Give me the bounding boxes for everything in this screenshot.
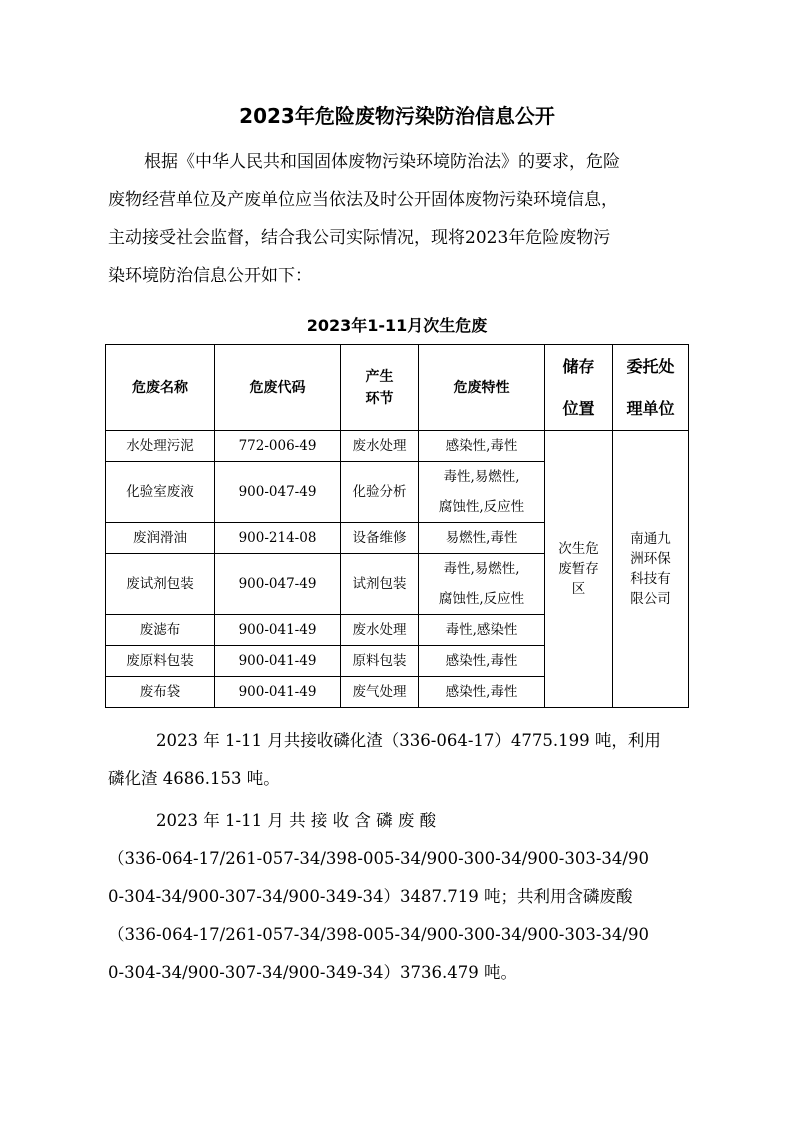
intro-line: 废物经营单位及产废单位应当依法及时公开固体废物污染环境信息，: [108, 190, 618, 210]
entrusted-unit-cell: [613, 431, 689, 708]
waste-name-cell: 废原料包装: [106, 646, 215, 677]
storage-location-cell: [545, 431, 613, 708]
property-cell: [419, 462, 545, 523]
waste-name-cell: 化验室废液: [106, 462, 215, 523]
waste-code-cell: 900-047-49: [215, 462, 341, 523]
waste-code-cell: 900-041-49: [215, 646, 341, 677]
entrust-line: 洲环保: [630, 551, 671, 567]
property-line: 腐蚀性,反应性: [438, 499, 525, 515]
property-line: 毒性,易燃性,: [443, 561, 520, 577]
waste-code-cell: 900-041-49: [215, 615, 341, 646]
waste-name-cell: 废试剂包装: [106, 554, 215, 615]
property-cell: 感染性,毒性: [419, 677, 545, 708]
intro-paragraph: [108, 143, 688, 295]
storage-line: 废暂存: [558, 561, 599, 577]
word: 废: [397, 811, 415, 830]
word: 酸: [419, 811, 437, 830]
header-entrust: [613, 345, 689, 431]
intro-line: 染环境防治信息公开如下：: [108, 266, 312, 286]
waste-code-cell: 900-047-49: [215, 554, 341, 615]
document-title: 2023年危险废物污染防治信息公开: [239, 104, 555, 128]
word: 1-11: [225, 811, 263, 830]
header-waste-code: 危废代码: [215, 345, 341, 431]
property-line: 腐蚀性,反应性: [438, 591, 525, 607]
property-cell: 易燃性,毒性: [419, 523, 545, 554]
storage-line: 次生危: [558, 541, 599, 557]
word: 含: [354, 811, 371, 830]
stage-cell: 化验分析: [341, 462, 419, 523]
entrust-line: 南通九: [630, 531, 671, 547]
word: 月: [267, 811, 284, 830]
word: 共: [289, 811, 306, 830]
stage-cell: 废水处理: [341, 615, 419, 646]
paragraph-line: （336-064-17/261-057-34/398-005-34/900-300-34/900-303-34/90: [108, 925, 649, 944]
storage-line: 区: [571, 581, 586, 597]
intro-line: 主动接受社会监督，结合我公司实际情况，现将2023年危险废物污: [108, 228, 611, 248]
table-header-row: [106, 345, 689, 431]
waste-code-cell: 900-041-49: [215, 677, 341, 708]
paragraph-line: （336-064-17/261-057-34/398-005-34/900-300-34/900-303-34/90: [108, 849, 649, 868]
entrust-line: 限公司: [630, 591, 671, 607]
property-line: 毒性,易燃性,: [443, 469, 520, 485]
property-cell: [419, 554, 545, 615]
paragraph-line: 磷化渣 4686.153 吨。: [108, 769, 280, 788]
hazardous-waste-table: [105, 344, 689, 708]
stage-cell: 废气处理: [341, 677, 419, 708]
header-storage-line2: 位置: [562, 398, 595, 418]
word: 收: [332, 811, 350, 830]
word: 年: [203, 811, 220, 830]
intro-line: 根据《中华人民共和国固体废物污染环境防治法》的要求，危险: [144, 152, 620, 172]
entrust-line: 科技有: [630, 571, 671, 587]
stage-cell: 废水处理: [341, 431, 419, 462]
waste-name-cell: 废滤布: [106, 615, 215, 646]
header-stage: [341, 345, 419, 431]
waste-code-cell: 772-006-49: [215, 431, 341, 462]
paragraph-line-spread: [108, 802, 688, 840]
stage-cell: 设备维修: [341, 523, 419, 554]
header-entrust-line1: 委托处: [626, 356, 675, 376]
table-row: [106, 431, 689, 462]
header-property: 危废特性: [419, 345, 545, 431]
header-stage-line1: 产生: [365, 368, 394, 385]
header-storage-line1: 储存: [562, 356, 595, 376]
waste-acid-paragraph: [108, 802, 688, 992]
property-cell: 感染性,毒性: [419, 646, 545, 677]
waste-name-cell: 水处理污泥: [106, 431, 215, 462]
header-stage-line2: 环节: [365, 390, 394, 407]
table-caption: 2023年1-11月次生危废: [306, 316, 488, 335]
property-cell: 毒性,感染性: [419, 615, 545, 646]
stage-cell: 原料包装: [341, 646, 419, 677]
word: 磷: [376, 811, 393, 830]
waste-code-cell: 900-214-08: [215, 523, 341, 554]
header-entrust-line2: 理单位: [626, 398, 675, 418]
header-waste-name: 危废名称: [106, 345, 215, 431]
word: 2023: [156, 811, 198, 830]
paragraph-line: 0-304-34/900-307-34/900-349-34）3736.479 吨。: [108, 963, 517, 982]
paragraph-line: 0-304-34/900-307-34/900-349-34）3487.719 吨；共利用含磷废酸: [108, 887, 633, 906]
header-storage: [545, 345, 613, 431]
waste-name-cell: 废布袋: [106, 677, 215, 708]
word: 接: [310, 811, 328, 830]
stage-cell: 试剂包装: [341, 554, 419, 615]
property-cell: 感染性,毒性: [419, 431, 545, 462]
phosphating-slag-paragraph: [108, 722, 688, 798]
paragraph-line: 2023 年 1-11 月共接收磷化渣（336-064-17）4775.199 吨，利用: [156, 731, 661, 750]
waste-name-cell: 废润滑油: [106, 523, 215, 554]
